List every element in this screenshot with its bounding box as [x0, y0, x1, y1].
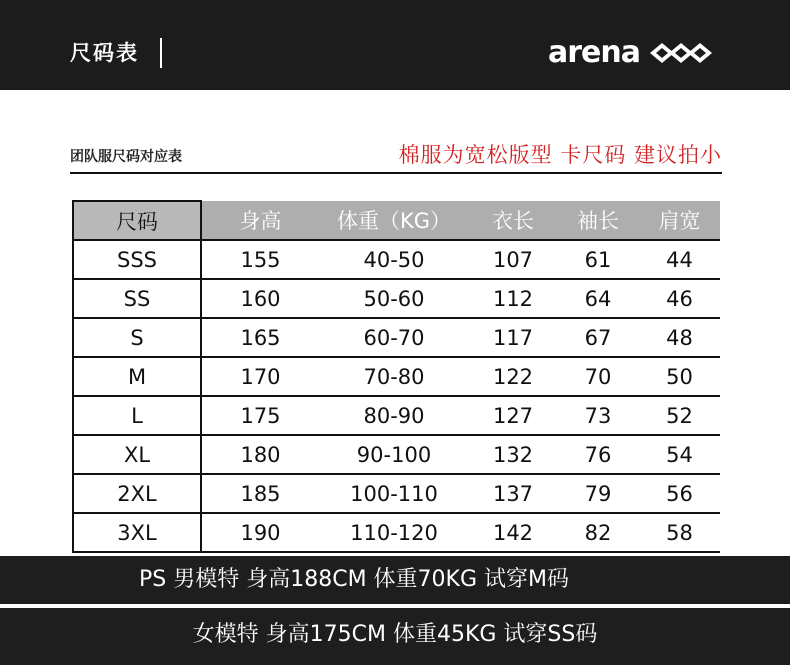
table-row [73, 435, 720, 474]
cell-shoulder: 56 [639, 474, 720, 513]
female-model-text: 女模特 身高175CM 体重45KG 试穿SS码 [192, 622, 598, 647]
cell-length: 137 [469, 474, 557, 513]
table-row [73, 396, 720, 435]
table-row [73, 513, 720, 552]
table-row [73, 279, 720, 318]
cell-sleeve: 64 [557, 279, 639, 318]
cell-length: 112 [469, 279, 557, 318]
cell-length: 107 [469, 240, 557, 279]
female-model-note [0, 608, 790, 665]
cell-sleeve: 61 [557, 240, 639, 279]
cell-size: SS [73, 279, 201, 318]
cell-size: 3XL [73, 513, 201, 552]
cell-length: 127 [469, 396, 557, 435]
male-model-text: PS 男模特 身高188CM 体重70KG 试穿M码 [139, 567, 569, 592]
cell-length: 142 [469, 513, 557, 552]
page-title: 尺码表 [70, 41, 139, 65]
male-model-note [0, 556, 790, 604]
table-row [73, 240, 720, 279]
cell-shoulder: 58 [639, 513, 720, 552]
table-caption: 团队服尺码对应表 [70, 149, 182, 165]
cell-length: 117 [469, 318, 557, 357]
cell-sleeve: 82 [557, 513, 639, 552]
cell-sleeve: 70 [557, 357, 639, 396]
cell-size: S [73, 318, 201, 357]
cell-weight: 60-70 [319, 318, 469, 357]
cell-height: 160 [201, 279, 319, 318]
brand-logo [548, 33, 712, 73]
cell-height: 190 [201, 513, 319, 552]
cell-shoulder: 44 [639, 240, 720, 279]
cell-weight: 80-90 [319, 396, 469, 435]
table-header-row [73, 201, 720, 240]
cell-shoulder: 52 [639, 396, 720, 435]
cell-sleeve: 73 [557, 396, 639, 435]
header-size: 尺码 [73, 201, 201, 240]
cell-weight: 40-50 [319, 240, 469, 279]
cell-size: XL [73, 435, 201, 474]
cell-sleeve: 76 [557, 435, 639, 474]
cell-shoulder: 50 [639, 357, 720, 396]
table-row [73, 318, 720, 357]
cell-height: 165 [201, 318, 319, 357]
cell-length: 122 [469, 357, 557, 396]
cell-shoulder: 46 [639, 279, 720, 318]
table-subheader [70, 138, 722, 174]
cell-length: 132 [469, 435, 557, 474]
header-length: 衣长 [469, 201, 557, 240]
cell-sleeve: 67 [557, 318, 639, 357]
cell-size: 2XL [73, 474, 201, 513]
table-row [73, 357, 720, 396]
cell-height: 180 [201, 435, 319, 474]
cell-size: L [73, 396, 201, 435]
header-shoulder: 肩宽 [639, 201, 720, 240]
arena-diamond-icon [650, 40, 712, 66]
header-weight: 体重（KG） [319, 201, 469, 240]
cell-height: 155 [201, 240, 319, 279]
cell-weight: 100-110 [319, 474, 469, 513]
header-bar [0, 0, 790, 90]
cell-height: 175 [201, 396, 319, 435]
header-height: 身高 [201, 201, 319, 240]
cell-weight: 50-60 [319, 279, 469, 318]
fit-advice: 棉服为宽松版型 卡尺码 建议拍小 [398, 143, 722, 167]
cell-shoulder: 48 [639, 318, 720, 357]
header-sleeve: 袖长 [557, 201, 639, 240]
cell-weight: 70-80 [319, 357, 469, 396]
size-chart-table [72, 200, 720, 553]
cell-weight: 110-120 [319, 513, 469, 552]
cell-weight: 90-100 [319, 435, 469, 474]
cell-size: SSS [73, 240, 201, 279]
cell-sleeve: 79 [557, 474, 639, 513]
cell-height: 170 [201, 357, 319, 396]
table-row [73, 474, 720, 513]
cell-shoulder: 54 [639, 435, 720, 474]
title-divider [160, 38, 162, 68]
cell-size: M [73, 357, 201, 396]
brand-wordmark: arena [548, 35, 640, 70]
cell-height: 185 [201, 474, 319, 513]
